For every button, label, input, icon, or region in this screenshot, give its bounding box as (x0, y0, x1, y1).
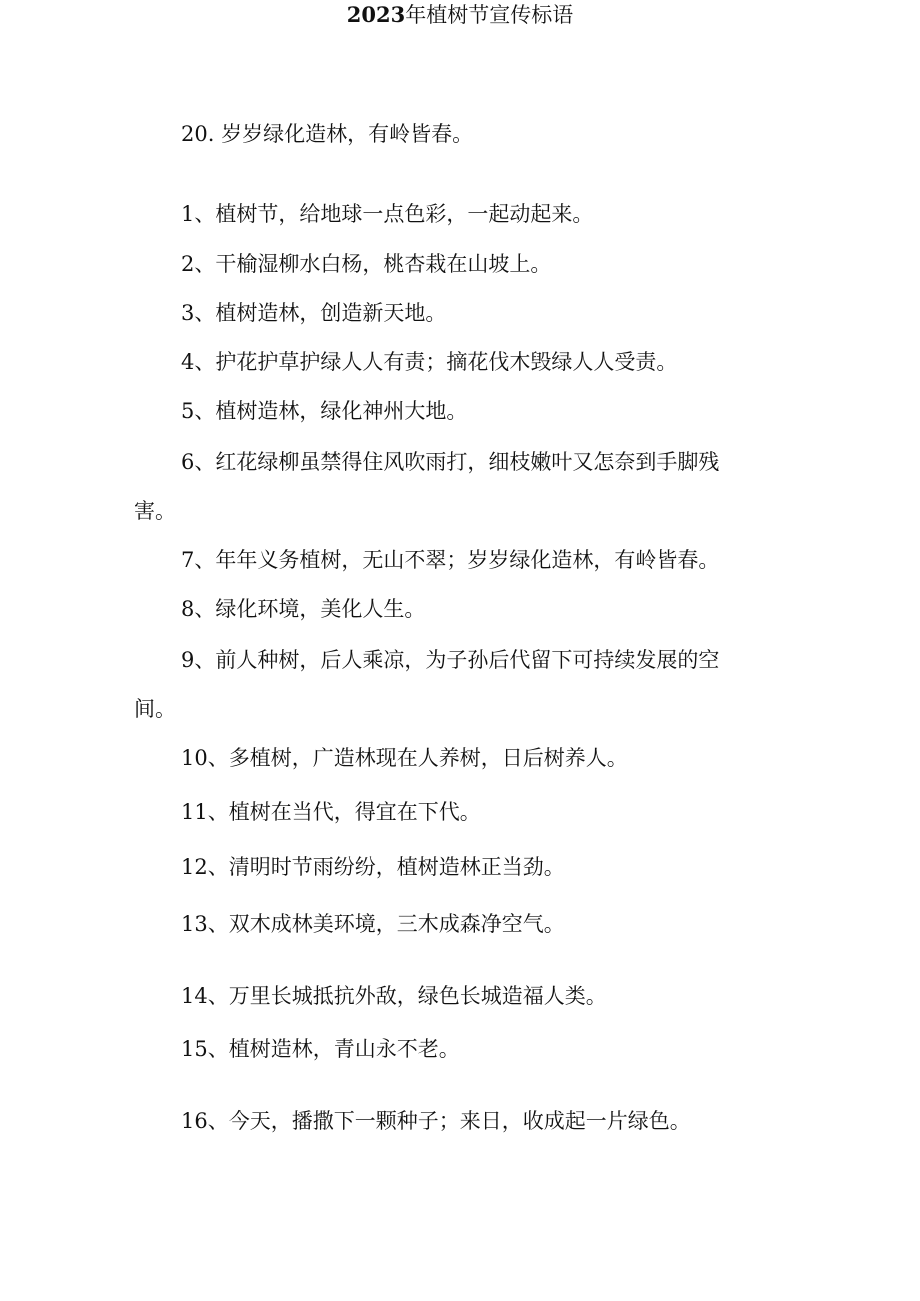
list-item-continuation: 害。 (134, 499, 176, 523)
list-item: 7、年年义务植树，无山不翠；岁岁绿化造林，有岭皆春。 (181, 548, 720, 572)
list-item: 15、植树造林，青山永不老。 (181, 1037, 460, 1061)
title-text: 年植树节宣传标语 (405, 3, 574, 27)
list-item: 14、万里长城抵抗外敌，绿色长城造福人类。 (181, 984, 607, 1008)
title-year: 2023 (346, 2, 406, 27)
list-item: 11、植树在当代，得宜在下代。 (181, 800, 481, 824)
list-item: 5、植树造林，绿化神州大地。 (181, 399, 468, 423)
list-item: 1、植树节，给地球一点色彩，一起动起来。 (181, 202, 594, 226)
list-item: 9、前人种树，后人乘凉，为子孙后代留下可持续发展的空 (181, 648, 720, 672)
list-item-continuation: 间。 (134, 697, 176, 721)
previous-item-20: 20. 岁岁绿化造林，有岭皆春。 (181, 122, 474, 146)
list-item: 3、植树造林，创造新天地。 (181, 301, 447, 325)
list-item: 13、双木成林美环境，三木成森净空气。 (181, 912, 565, 936)
list-item: 8、绿化环境，美化人生。 (181, 597, 426, 621)
list-item: 2、干榆湿柳水白杨，桃杏栽在山坡上。 (181, 252, 552, 276)
list-item: 12、清明时节雨纷纷，植树造林正当劲。 (181, 855, 565, 879)
page-title (0, 0, 920, 30)
list-item: 16、今天，播撒下一颗种子；来日，收成起一片绿色。 (181, 1109, 691, 1133)
list-item: 10、多植树，广造林现在人养树，日后树养人。 (181, 746, 628, 770)
list-item: 4、护花护草护绿人人有责；摘花伐木毁绿人人受责。 (181, 350, 678, 374)
list-item: 6、红花绿柳虽禁得住风吹雨打，细枝嫩叶又怎奈到手脚残 (181, 450, 720, 474)
